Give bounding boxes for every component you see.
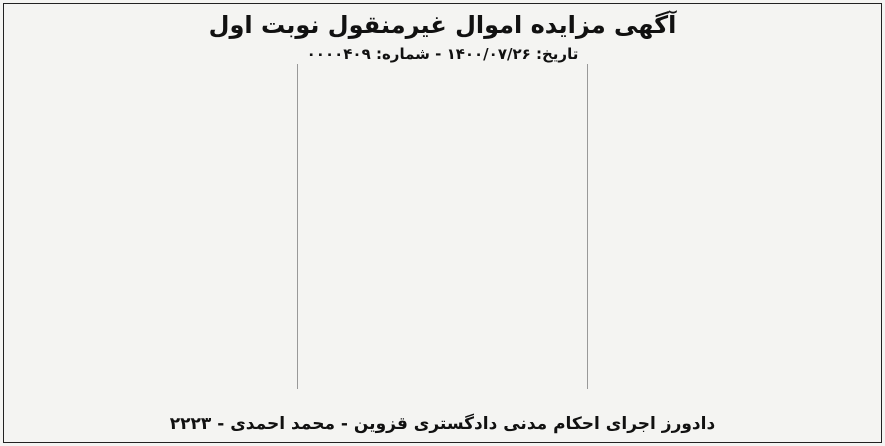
notice-column-right (588, 64, 877, 389)
notice-column-middle (298, 64, 588, 389)
notice-title: آگهی مزایده اموال غیرمنقول نوبت اول (208, 11, 677, 39)
notice-column-left (8, 64, 298, 389)
notice-date-number: تاریخ: ۱۴۰۰/۰۷/۲۶ - شماره: ۰۰۰۰۴۰۹ (306, 45, 579, 63)
notice-footer-signature: دادورز اجرای احکام مدنی دادگستری قزوین - محمد احمدی - ۲۲۲۳ (169, 414, 716, 434)
notice-body (8, 64, 877, 389)
